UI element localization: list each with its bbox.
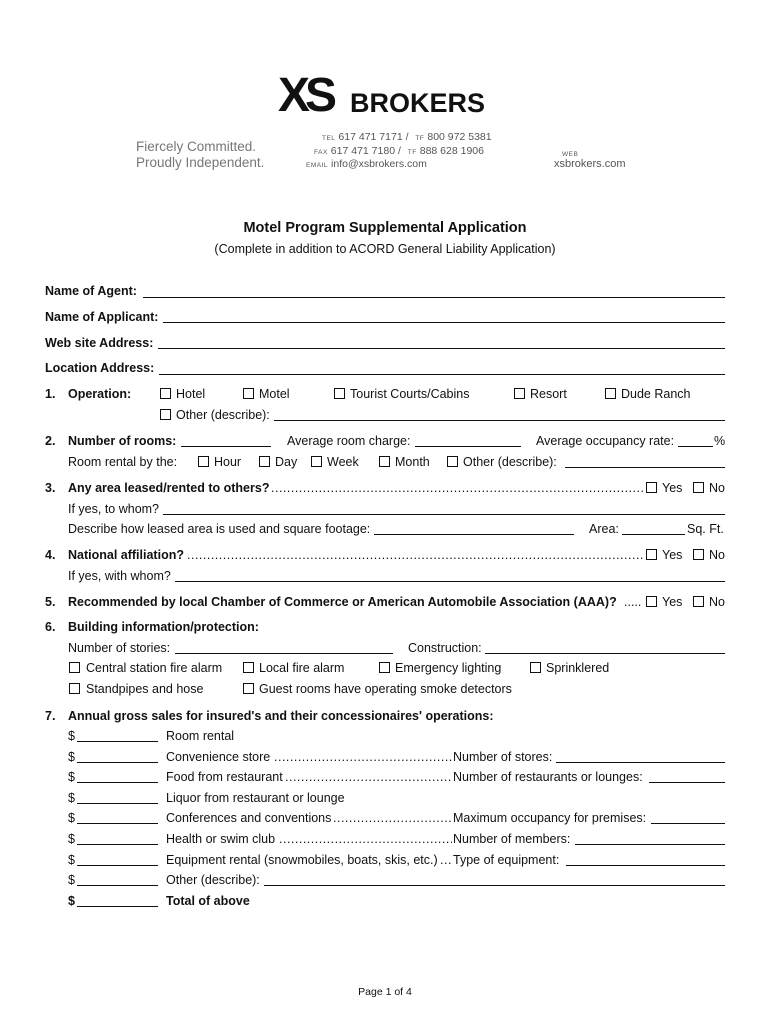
avg-room-charge-label: Average room charge:	[287, 434, 411, 448]
option-month: Month	[395, 455, 430, 469]
contact-tel-row	[322, 131, 492, 143]
q3-describe-label: Describe how leased area is used and square footage:	[68, 522, 371, 536]
operation-other-label: Other (describe):	[176, 408, 270, 422]
option-rental-other: Other (describe):	[463, 455, 557, 469]
number-of-stores-field[interactable]	[556, 762, 725, 763]
type-of-equipment-field[interactable]	[566, 865, 725, 866]
checkbox-q4-yes[interactable]	[646, 549, 657, 560]
logo-brokers: BROKERS	[350, 88, 486, 118]
option-smoke-detectors: Guest rooms have operating smoke detectors	[259, 682, 512, 696]
option-central-station-alarm: Central station fire alarm	[86, 661, 223, 675]
avg-occupancy-field[interactable]	[678, 446, 713, 447]
contact-fax-row	[314, 145, 484, 157]
q1-number: 1.	[45, 387, 56, 401]
number-of-rooms-field[interactable]	[181, 446, 271, 447]
option-sprinklered: Sprinklered	[546, 661, 610, 675]
dollar-sign: $	[68, 729, 75, 743]
q1-label: Operation:	[68, 387, 132, 401]
sales-other-describe-field[interactable]	[264, 885, 725, 886]
q3-describe-field[interactable]	[374, 534, 574, 535]
location-address-field[interactable]	[159, 374, 725, 375]
sales-convenience-store-label: Convenience store	[166, 750, 271, 764]
sales-liquor-label: Liquor from restaurant or lounge	[166, 791, 345, 805]
leader-dots	[333, 811, 452, 825]
page-number: Page 1 of 4	[358, 986, 412, 998]
checkbox-emergency-lighting[interactable]	[379, 662, 390, 673]
q5-leader-dots: .....	[624, 595, 642, 609]
q3-leader-dots	[271, 481, 643, 495]
checkbox-hotel[interactable]	[160, 388, 171, 399]
q4-yes-label: Yes	[662, 548, 683, 562]
q2-label: Number of rooms:	[68, 434, 177, 448]
tf2-number: 888 628 1906	[419, 145, 484, 157]
checkbox-tourist-courts[interactable]	[334, 388, 345, 399]
construction-label: Construction:	[408, 641, 482, 655]
number-of-members-label: Number of members:	[453, 832, 571, 846]
max-occupancy-field[interactable]	[651, 823, 725, 824]
number-of-members-field[interactable]	[575, 844, 725, 845]
sales-health-club-field[interactable]	[77, 844, 158, 845]
number-of-stories-label: Number of stories:	[68, 641, 171, 655]
dollar-sign: $	[68, 873, 75, 887]
sales-room-rental-field[interactable]	[77, 741, 158, 742]
q6-label: Building information/protection:	[68, 620, 259, 634]
sales-equipment-label: Equipment rental (snowmobiles, boats, skis, etc.)	[166, 853, 438, 867]
logo	[278, 69, 493, 122]
checkbox-central-station-alarm[interactable]	[69, 662, 80, 673]
tf-number: 800 972 5381	[427, 131, 492, 143]
avg-occupancy-label: Average occupancy rate:	[536, 434, 675, 448]
type-of-equipment-label: Type of equipment:	[453, 853, 560, 867]
room-rental-by-label: Room rental by the:	[68, 455, 178, 469]
web-label: WEB	[562, 151, 579, 158]
q3-to-whom-field[interactable]	[163, 514, 725, 515]
website-address-label: Web site Address:	[45, 336, 154, 350]
checkbox-q4-no[interactable]	[693, 549, 704, 560]
email-label: EMAIL	[306, 162, 329, 169]
form-subtitle: (Complete in addition to ACORD General Liability Application)	[214, 242, 556, 256]
name-of-agent-field[interactable]	[143, 297, 725, 298]
sales-food-field[interactable]	[77, 782, 158, 783]
q3-sqft-label: Sq. Ft.	[687, 522, 724, 536]
checkbox-q5-no[interactable]	[693, 596, 704, 607]
q5-no-label: No	[709, 595, 725, 609]
checkbox-operation-other[interactable]	[160, 409, 171, 420]
option-local-fire-alarm: Local fire alarm	[259, 661, 345, 675]
checkbox-week[interactable]	[311, 456, 322, 467]
sales-health-club-label: Health or swim club	[166, 832, 276, 846]
tel-number: 617 471 7171 /	[338, 131, 409, 143]
q5-label: Recommended by local Chamber of Commerce or American Automobile Association (AAA)?	[68, 595, 617, 609]
form-title: Motel Program Supplemental Application	[243, 220, 527, 236]
q4-number: 4.	[45, 548, 56, 562]
checkbox-sprinklered[interactable]	[530, 662, 541, 673]
dollar-sign: $	[68, 894, 75, 908]
sales-other-field[interactable]	[77, 885, 158, 886]
fax-number: 617 471 7180 /	[330, 145, 401, 157]
checkbox-q3-no[interactable]	[693, 482, 704, 493]
sales-other-label: Other (describe):	[166, 873, 260, 887]
q3-if-yes-label: If yes, to whom?	[68, 502, 160, 516]
option-standpipes: Standpipes and hose	[86, 682, 204, 696]
name-of-applicant-field[interactable]	[163, 322, 725, 323]
checkbox-local-fire-alarm[interactable]	[243, 662, 254, 673]
dollar-sign: $	[68, 853, 75, 867]
email-address: info@xsbrokers.com	[331, 158, 427, 170]
checkbox-day[interactable]	[259, 456, 270, 467]
operation-other-field[interactable]	[274, 420, 725, 421]
option-resort: Resort	[530, 387, 567, 401]
option-tourist-courts: Tourist Courts/Cabins	[350, 387, 470, 401]
sales-food-label: Food from restaurant	[166, 770, 283, 784]
q5-number: 5.	[45, 595, 56, 609]
checkbox-smoke-detectors[interactable]	[243, 683, 254, 694]
tel-label: TEL	[322, 135, 336, 142]
q2-number: 2.	[45, 434, 56, 448]
q3-area-label: Area:	[589, 522, 619, 536]
checkbox-q3-yes[interactable]	[646, 482, 657, 493]
tf2-label: TF	[407, 149, 417, 156]
sales-total-label: Total of above	[166, 894, 250, 908]
option-emergency-lighting: Emergency lighting	[395, 661, 502, 675]
construction-field[interactable]	[485, 653, 725, 654]
checkbox-resort[interactable]	[514, 388, 525, 399]
option-motel: Motel	[259, 387, 290, 401]
leader-dots	[279, 832, 452, 846]
q3-area-field[interactable]	[622, 534, 685, 535]
option-hour: Hour	[214, 455, 242, 469]
sales-room-rental-label: Room rental	[166, 729, 235, 743]
percent-sign: %	[714, 434, 726, 448]
q3-no-label: No	[709, 481, 725, 495]
q3-label: Any area leased/rented to others?	[68, 481, 270, 495]
checkbox-rental-other[interactable]	[447, 456, 458, 467]
number-of-restaurants-label: Number of restaurants or lounges:	[453, 770, 643, 784]
rental-other-field[interactable]	[565, 467, 725, 468]
checkbox-motel[interactable]	[243, 388, 254, 399]
sales-conferences-label: Conferences and conventions	[166, 811, 332, 825]
avg-room-charge-field[interactable]	[415, 446, 521, 447]
max-occupancy-label: Maximum occupancy for premises:	[453, 811, 647, 825]
sales-convenience-store-field[interactable]	[77, 762, 158, 763]
dollar-sign: $	[68, 832, 75, 846]
name-of-applicant-label: Name of Applicant:	[45, 310, 159, 324]
q3-yes-label: Yes	[662, 481, 683, 495]
q4-if-yes-label: If yes, with whom?	[68, 569, 171, 583]
number-of-stores-label: Number of stores:	[453, 750, 553, 764]
sales-conferences-field[interactable]	[77, 823, 158, 824]
number-of-stories-field[interactable]	[175, 653, 393, 654]
sales-total-field[interactable]	[77, 906, 158, 907]
leader-dots	[274, 750, 452, 764]
dollar-sign: $	[68, 791, 75, 805]
logo-xs: XS	[278, 69, 333, 122]
checkbox-hour[interactable]	[198, 456, 209, 467]
dollar-sign: $	[68, 811, 75, 825]
q6-number: 6.	[45, 620, 56, 634]
fax-label: FAX	[314, 149, 328, 156]
q4-with-whom-field[interactable]	[175, 581, 725, 582]
leader-dots	[285, 770, 452, 784]
contact-email-row	[306, 158, 427, 170]
leader-dots	[440, 853, 452, 867]
checkbox-standpipes[interactable]	[69, 683, 80, 694]
option-day: Day	[275, 455, 298, 469]
location-address-label: Location Address:	[45, 361, 155, 375]
tagline-line2: Proudly Independent.	[136, 155, 265, 170]
q4-leader-dots	[187, 548, 643, 562]
q5-yes-label: Yes	[662, 595, 683, 609]
q3-number: 3.	[45, 481, 56, 495]
website-address-field[interactable]	[158, 348, 725, 349]
q7-number: 7.	[45, 709, 56, 723]
option-hotel: Hotel	[176, 387, 206, 401]
q4-no-label: No	[709, 548, 725, 562]
option-dude-ranch: Dude Ranch	[621, 387, 691, 401]
sales-equipment-field[interactable]	[77, 865, 158, 866]
tagline-line1: Fiercely Committed.	[136, 139, 257, 154]
tf-label: TF	[415, 135, 425, 142]
q4-label: National affiliation?	[68, 548, 184, 562]
checkbox-month[interactable]	[379, 456, 390, 467]
sales-liquor-field[interactable]	[77, 803, 158, 804]
dollar-sign: $	[68, 750, 75, 764]
option-week: Week	[327, 455, 359, 469]
dollar-sign: $	[68, 770, 75, 784]
web-address: xsbrokers.com	[554, 158, 626, 170]
checkbox-q5-yes[interactable]	[646, 596, 657, 607]
checkbox-dude-ranch[interactable]	[605, 388, 616, 399]
number-of-restaurants-field[interactable]	[649, 782, 725, 783]
q7-label: Annual gross sales for insured's and their concessionaires' operations:	[68, 709, 494, 723]
name-of-agent-label: Name of Agent:	[45, 284, 137, 298]
